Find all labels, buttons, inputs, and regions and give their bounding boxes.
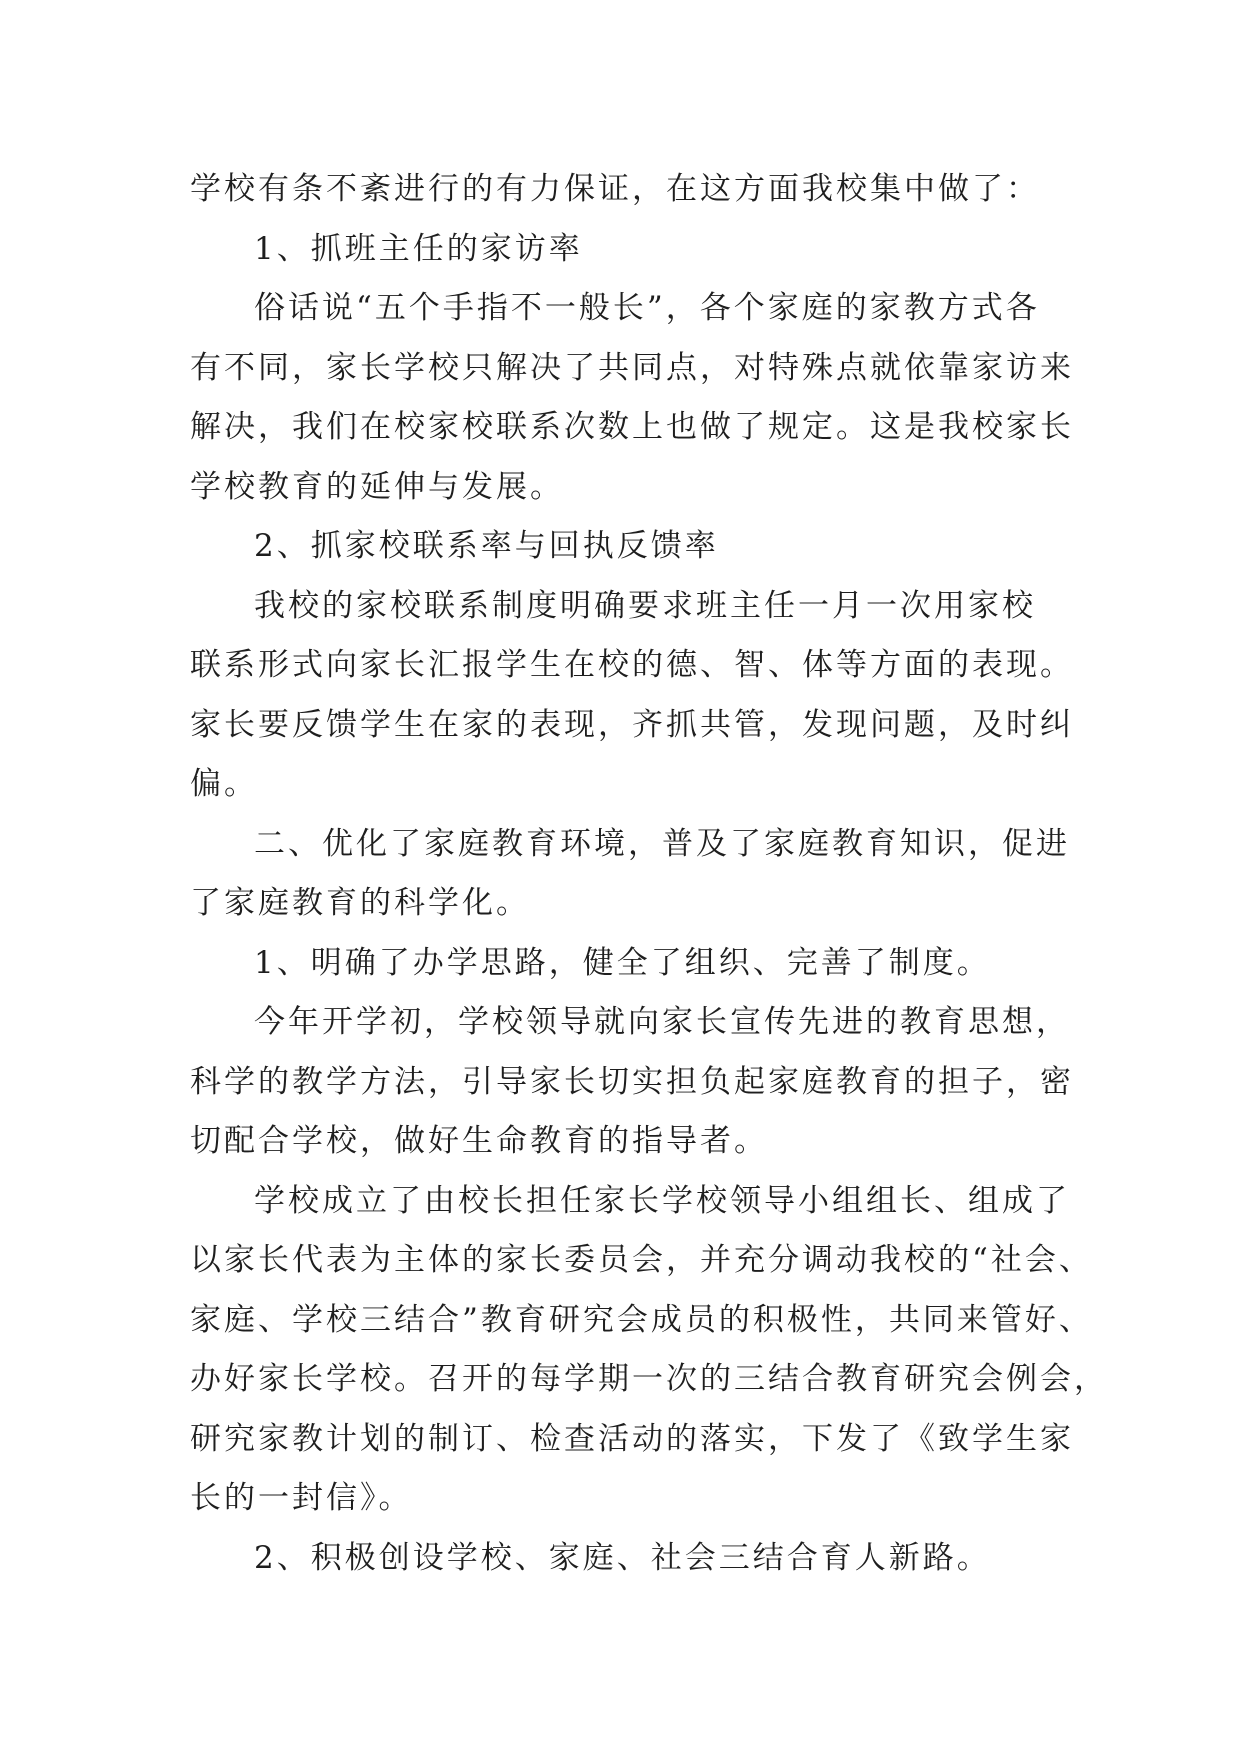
text-line: 学校教育的延伸与发展。: [190, 468, 564, 505]
text-line: 了家庭教育的科学化。: [190, 885, 530, 921]
text-line: 2、积极创设学校、家庭、社会三结合育人新路。: [254, 1539, 991, 1576]
text-line: 解决，我们在校家校联系次数上也做了规定。这是我校家长: [190, 409, 1074, 445]
text-line: 切配合学校，做好生命教育的指导者。: [190, 1123, 768, 1159]
text-line: 俗话说“五个手指不一般长”，各个家庭的家教方式各: [254, 290, 1040, 326]
text-line: 学校成立了由校长担任家长学校领导小组组长、组成了: [254, 1182, 1070, 1219]
text-line: 有不同，家长学校只解决了共同点，对特殊点就依靠家访来: [190, 349, 1074, 386]
text-line: 家长要反馈学生在家的表现，齐抓共管，发现问题，及时纠: [190, 706, 1074, 743]
text-line: 1、明确了办学思路，健全了组织、完善了制度。: [254, 944, 991, 981]
text-line: 以家长代表为主体的家长委员会，并充分调动我校的“社会、: [190, 1242, 1093, 1278]
text-line: 今年开学初，学校领导就向家长宣传先进的教育思想，: [254, 1004, 1070, 1040]
document-body: [190, 160, 1108, 1588]
text-line: 科学的教学方法，引导家长切实担负起家庭教育的担子，密: [190, 1063, 1074, 1100]
text-line: 二、优化了家庭教育环境，普及了家庭教育知识，促进: [254, 825, 1070, 862]
text-line: 家庭、学校三结合”教育研究会成员的积极性，共同来管好、: [190, 1301, 1093, 1338]
text-line: 办好家长学校。召开的每学期一次的三结合教育研究会例会，: [190, 1361, 1108, 1397]
text-line: 联系形式向家长汇报学生在校的德、智、体等方面的表现。: [190, 647, 1074, 683]
text-line: 1、抓班主任的家访率: [254, 230, 583, 267]
text-line: 2、抓家校联系率与回执反馈率: [254, 528, 719, 564]
text-line: 研究家教计划的制订、检查活动的落实，下发了《致学生家: [190, 1420, 1074, 1457]
text-line: 我校的家校联系制度明确要求班主任一月一次用家校: [254, 587, 1036, 624]
text-line: 长的一封信》。: [190, 1480, 413, 1516]
text-line: 偏。: [190, 766, 258, 802]
text-line: 学校有条不紊进行的有力保证，在这方面我校集中做了：: [190, 171, 1040, 207]
